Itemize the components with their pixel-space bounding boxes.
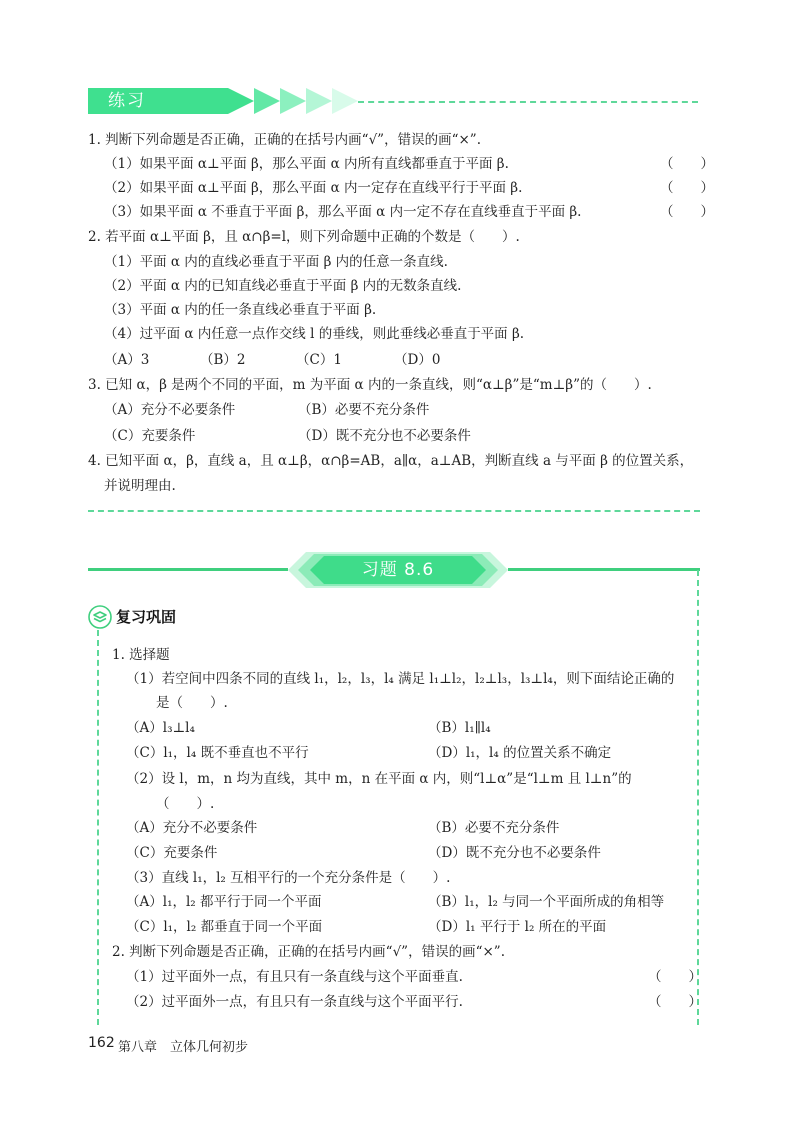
option-b: （B）必要不充分条件 [428,820,560,836]
option-a: （A）充分不必要条件 [126,820,258,836]
answer-paren[interactable]: （ ） [660,156,714,172]
option-c: （C）充要条件 [104,428,196,444]
practice-q2: 2. 若平面 α⊥平面 β，且 α∩β=l，则下列命题中正确的个数是（ ）. [88,229,520,245]
practice-q3: 3. 已知 α，β 是两个不同的平面，m 为平面 α 内的一条直线，则“α⊥β”是“m⊥β”的（ ）. [88,377,652,393]
practice-top-divider [358,101,698,103]
option-c: （C）l₁，l₂ 都垂直于同一个平面 [126,919,323,935]
exercise-q1-2-cont: （ ）. [156,796,215,812]
exercise-q1-1: （1）若空间中四条不同的直线 l₁，l₂，l₃，l₄ 满足 l₁⊥l₂，l₂⊥l₃，l₃⊥l₄，则下面结论正确的 [126,671,675,687]
practice-q1-2: （2）如果平面 α⊥平面 β，那么平面 α 内一定存在直线平行于平面 β. [104,180,523,196]
layers-icon [88,605,112,629]
option-c: （C）1 [296,352,342,368]
option-d: （D）0 [394,352,441,368]
practice-title: 练习 [108,91,146,111]
practice-q2-2: （2）平面 α 内的已知直线必垂直于平面 β 内的无数条直线. [104,278,462,294]
box-left-border [97,630,99,1025]
option-a: （A）l₃⊥l₄ [126,720,195,736]
answer-paren[interactable]: （ ） [660,204,714,220]
exercise-title: 习题 8.6 [361,560,435,580]
answer-paren[interactable]: （ ） [648,994,702,1010]
answer-paren[interactable]: （ ） [648,969,702,985]
practice-bottom-divider [88,510,700,512]
exercise-q2: 2. 判断下列命题是否正确，正确的在括号内画“√”，错误的画“×”. [112,944,505,960]
exercise-q2-1: （1）过平面外一点，有且只有一条直线与这个平面垂直. [126,969,463,985]
practice-q1: 1. 判断下列命题是否正确，正确的在括号内画“√”，错误的画“×”. [88,132,481,148]
option-c: （C）充要条件 [126,845,218,861]
box-right-border [697,570,699,1025]
exercise-q1-3: （3）直线 l₁，l₂ 互相平行的一个充分条件是（ ）. [126,870,451,886]
practice-q2-3: （3）平面 α 内的任一条直线必垂直于平面 β. [104,302,377,318]
practice-q1-1: （1）如果平面 α⊥平面 β，那么平面 α 内所有直线都垂直于平面 β. [104,156,509,172]
practice-q1-3: （3）如果平面 α 不垂直于平面 β，那么平面 α 内一定不存在直线垂直于平面 β. [104,204,582,220]
option-c: （C）l₁，l₄ 既不垂直也不平行 [126,745,309,761]
option-b: （B）l₁，l₂ 与同一个平面所成的角相等 [428,894,665,910]
option-a: （A）l₁，l₂ 都平行于同一个平面 [126,894,322,910]
practice-q2-1: （1）平面 α 内的直线必垂直于平面 β 内的任意一条直线. [104,254,448,270]
option-d: （D）l₁ 平行于 l₂ 所在的平面 [428,919,607,935]
page-number: 162 [88,1035,115,1051]
practice-banner [88,88,358,114]
option-b: （B）l₁∥l₄ [428,720,491,736]
option-b: （B）必要不充分条件 [298,402,430,418]
option-a: （A）充分不必要条件 [104,402,236,418]
practice-q4: 4. 已知平面 α，β，直线 a，且 α⊥β，α∩β=AB，a∥α，a⊥AB，判断直线 a 与平面 β 的位置关系， [88,453,694,469]
chapter-title: 第八章 立体几何初步 [118,1040,249,1055]
exercise-q1-2: （2）设 l，m，n 均为直线，其中 m，n 在平面 α 内，则“l⊥α”是“l⊥m 且 l⊥n”的 [126,771,632,787]
section-heading: 复习巩固 [116,608,177,626]
option-d: （D）l₁，l₄ 的位置关系不确定 [428,745,612,761]
exercise-q1-1-cont: 是（ ）. [156,695,228,711]
option-d: （D）既不充分也不必要条件 [428,845,601,861]
practice-q2-4: （4）过平面 α 内任意一点作交线 l 的垂线，则此垂线必垂直于平面 β. [104,326,525,342]
answer-paren[interactable]: （ ） [660,180,714,196]
practice-q4-cont: 并说明理由. [104,478,176,494]
option-a: （A）3 [104,352,150,368]
option-b: （B）2 [200,352,246,368]
exercise-q1: 1. 选择题 [112,647,170,663]
exercise-q2-2: （2）过平面外一点，有且只有一条直线与这个平面平行. [126,994,463,1010]
exercise-header [88,552,700,588]
option-d: （D）既不充分也不必要条件 [298,428,471,444]
